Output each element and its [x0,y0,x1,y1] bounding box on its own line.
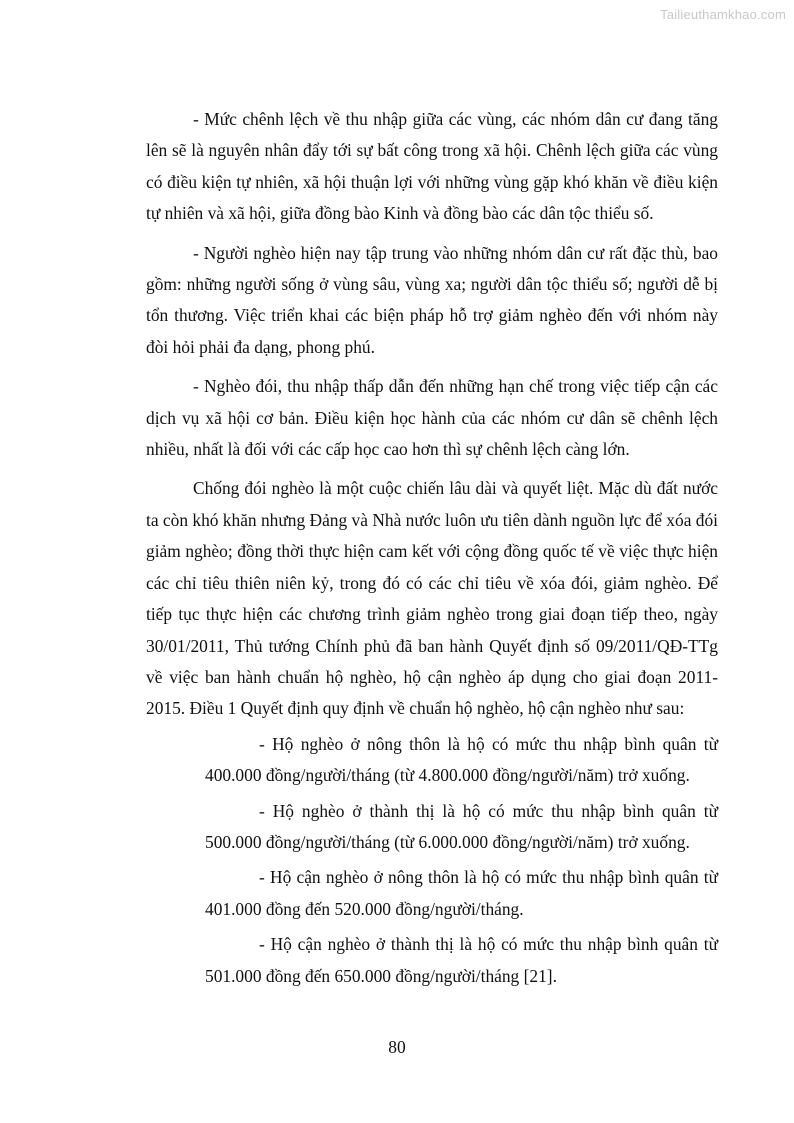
page-number: 80 [388,1037,406,1057]
paragraph-service-access: - Nghèo đói, thu nhập thấp dẫn đến những hạn chế trong việc tiếp cận các dịch vụ xã hội cơ bản. Điều kiện học hành của các nhóm cư dân sẽ chênh lệch nhiều, nhất là đối với các cấp học cao hơn thì sự chênh lệch càng lớn. [146,376,718,460]
document-body [146,104,718,996]
criteria-rural-near-poor: - Hộ cận nghèo ở nông thôn là hộ có mức thu nhập bình quân từ 401.000 đồng đến 520.000 đồng/người/tháng. [205,867,718,919]
criteria-urban-near-poor: - Hộ cận nghèo ở thành thị là hộ có mức thu nhập bình quân từ 501.000 đồng đến 650.000 đồng/người/tháng [21]. [205,934,718,986]
paragraph-poverty-policy: Chống đói nghèo là một cuộc chiến lâu dài và quyết liệt. Mặc dù đất nước ta còn khó khăn nhưng Đảng và Nhà nước luôn ưu tiên dành nguồn lực để xóa đói giảm nghèo; đồng thời thực hiện cam kết với cộng đồng quốc tế về việc thực hiện các chỉ tiêu thiên niên kỷ, trong đó có các chỉ tiêu về xóa đói, giảm nghèo. Để tiếp tục thực hiện các chương trình giảm nghèo trong giai đoạn tiếp theo, ngày 30/01/2011, Thủ tướng Chính phủ đã ban hành Quyết định số 09/2011/QĐ-TTg về việc ban hành chuẩn hộ nghèo, hộ cận nghèo áp dụng cho giai đoạn 2011-2015. Điều 1 Quyết định quy định về chuẩn hộ nghèo, hộ cận nghèo như sau: [146,478,718,719]
paragraph-income-gap: - Mức chênh lệch về thu nhập giữa các vùng, các nhóm dân cư đang tăng lên sẽ là nguyên nhân đẩy tới sự bất công trong xã hội. Chênh lệch giữa các vùng có điều kiện tự nhiên, xã hội thuận lợi với những vùng gặp khó khăn về điều kiện tự nhiên và xã hội, giữa đồng bào Kinh và đồng bào các dân tộc thiểu số. [146,109,718,224]
paragraph-poor-groups: - Người nghèo hiện nay tập trung vào những nhóm dân cư rất đặc thù, bao gồm: những người sống ở vùng sâu, vùng xa; người dân tộc thiểu số; người dễ bị tổn thương. Việc triển khai các biện pháp hỗ trợ giảm nghèo đến với nhóm này đòi hỏi phải đa dạng, phong phú. [146,242,718,357]
criteria-rural-poor: - Hộ nghèo ở nông thôn là hộ có mức thu nhập bình quân từ 400.000 đồng/người/tháng (từ 4.800.000 đồng/người/năm) trở xuống. [205,733,718,786]
poverty-criteria-list [205,729,718,992]
criteria-urban-poor: - Hộ nghèo ở thành thị là hộ có mức thu nhập bình quân từ 500.000 đồng/người/tháng (từ 6.000.000 đồng/người/năm) trở xuống. [205,800,718,852]
watermark: Tailieuthamkhao.com [660,7,786,22]
